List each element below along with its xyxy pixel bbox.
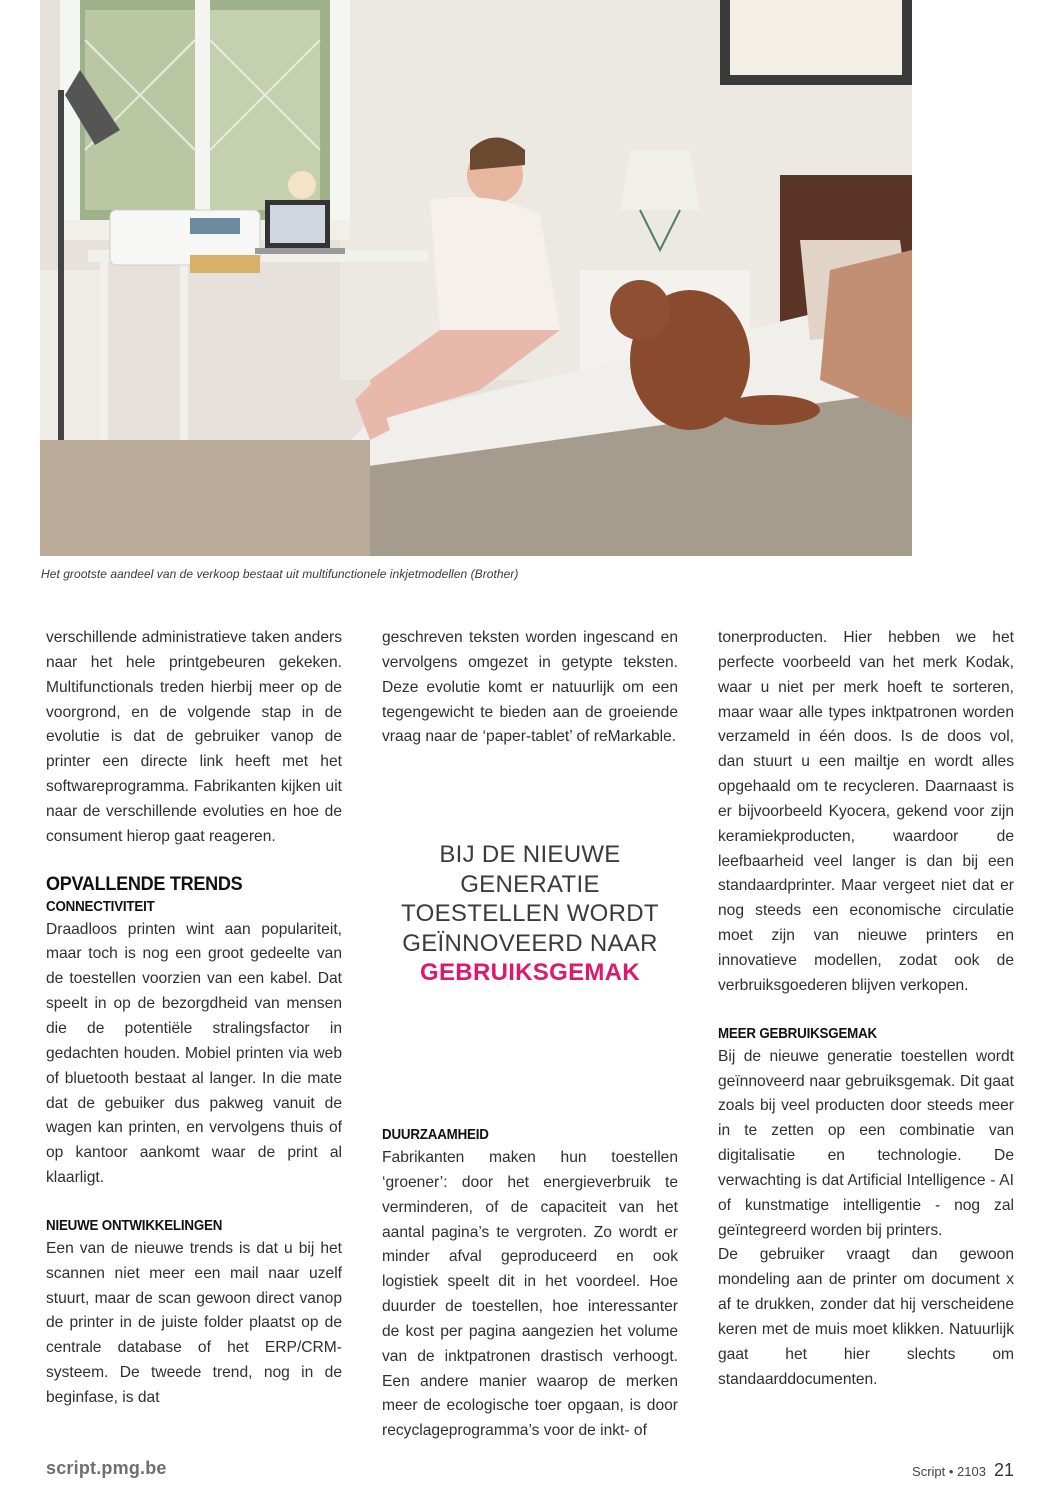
section-heading-opvallende-trends: OPVALLENDE TRENDS (46, 873, 243, 895)
subheading-nieuwe-ontwikkelingen: NIEUWE ONTWIKKELINGEN (46, 1217, 223, 1234)
footer-issue-label: Script • 2103 (912, 1464, 986, 1479)
pull-quote-accent: GEBRUIKSGEMAK (420, 959, 640, 986)
paragraph: tonerproducten. Hier hebben we het perfecte voorbeeld van het merk Kodak, waar u niet per merk hoeft te sorteren, maar waar alle types inktpatronen worden verzameld in één doos. Is de doos vol, dan stuurt u een mailtje en wordt alles opgehaald om te recycleren. Daarnaast is er bijvoorbeeld Kyocera, gekend voor zijn keramiekproducten, waardoor de leefbaarheid veel langer is dan bij een standaardprinter. Maar vergeet niet dat er nog steeds een economische circulatie moet zijn van nieuwe printers en innovatieve modellen, zodat ook de verbruiksgoederen blijven verkopen. (718, 629, 1014, 994)
pull-quote (382, 840, 678, 988)
footer-issue (912, 1460, 1014, 1481)
paragraph: Draadloos printen wint aan populariteit, maar toch is nog een groot gedeelte van de toestellen voorzien van een kabel. Dat speelt in op de bezorgdheid van mensen die de potentiële stralingsfactor in gedachten houden. Mobiel printen via web of bluetooth bestaat al langer. In die mate dat de gebuiker dus pakweg vanuit de wagen kan printen, en vervolgens thuis of op kantoor aankomt waar de print al klaarligt. (46, 920, 342, 1187)
column-right (718, 626, 1014, 1392)
column-middle (382, 626, 678, 750)
subheading-meer-gebruiksgemak: MEER GEBRUIKSGEMAK (718, 1025, 878, 1042)
paragraph: Bij de nieuwe generatie toestellen wordt geïnnoveerd naar gebruiksgemak. Dit gaat zoals bij veel producten door steeds meer in te zetten op een combinatie van digitalisatie en technologie. De verwachting is dat Artificial Intelligence - AI of kunstmatige intelligentie - nog zal geïntegreerd worden bij printers. (718, 1047, 1014, 1239)
paragraph: Een van de nieuwe trends is dat u bij het scannen niet meer een mail naar uzelf stuurt, maar de scan gewoon direct vanop de printer in de juiste folder plaatst op de centrale database of het ERP/CRM-systeem. De tweede trend, nog in de beginfase, is dat (46, 1239, 342, 1406)
column-middle-lower (382, 1124, 678, 1444)
paragraph: verschillende administratieve taken anders naar het hele printgebeuren gekeken. Multifunctionals treden hierbij meer op de voorgrond, en de volgende stap in de evolutie is dat de gebruiker vanop de printer een directe link heeft met het softwareprogramma. Fabrikanten kijken uit naar de verschillende evoluties en hoe de consument hierop gaat reageren. (46, 629, 342, 845)
subheading-connectiviteit: CONNECTIVITEIT (46, 898, 155, 915)
article-photo (40, 0, 912, 556)
paragraph: Fabrikanten maken hun toestellen ‘groener’: door het energieverbruik te verminderen, of de capaciteit van het aantal pagina’s te vergroten. Zo wordt er minder afval geproduceerd en ook logistiek speelt dit in het voordeel. Hoe duurder de toestellen, hoe interessanter de kost per pagina aangezien het volume van de inktpatronen drastisch verhoogt. Een andere manier waarop de merken meer de ecologische toer opgaan, is door recyclageprogramma’s voor de inkt- of (382, 1149, 678, 1440)
bedroom-photo-illustration (40, 0, 912, 556)
pull-quote-text: BIJ DE NIEUWE GENERATIE TOESTELLEN WORDT GEÏNNOVEERD NAAR (401, 841, 659, 957)
paragraph: De gebruiker vraagt dan gewoon mondeling aan de printer om document x af te drukken, zonder dat hij verscheidene keren met de muis moet klikken. Natuurlijk gaat het hier slechts om standaarddocumenten. (718, 1246, 1014, 1388)
subheading-duurzaamheid: DUURZAAMHEID (382, 1127, 489, 1143)
photo-caption: Het grootste aandeel van de verkoop bestaat uit multifunctionele inkjetmodellen (Brother) (41, 567, 519, 581)
page-number: 21 (993, 1460, 1014, 1480)
footer-website: script.pmg.be (46, 1458, 167, 1478)
column-left (46, 626, 342, 1411)
paragraph: geschreven teksten worden ingescand en vervolgens omgezet in getypte teksten. Deze evolutie komt er natuurlijk om een tegengewicht te bieden aan de groeiende vraag naar de ‘paper-tablet’ of reMarkable. (382, 629, 678, 746)
